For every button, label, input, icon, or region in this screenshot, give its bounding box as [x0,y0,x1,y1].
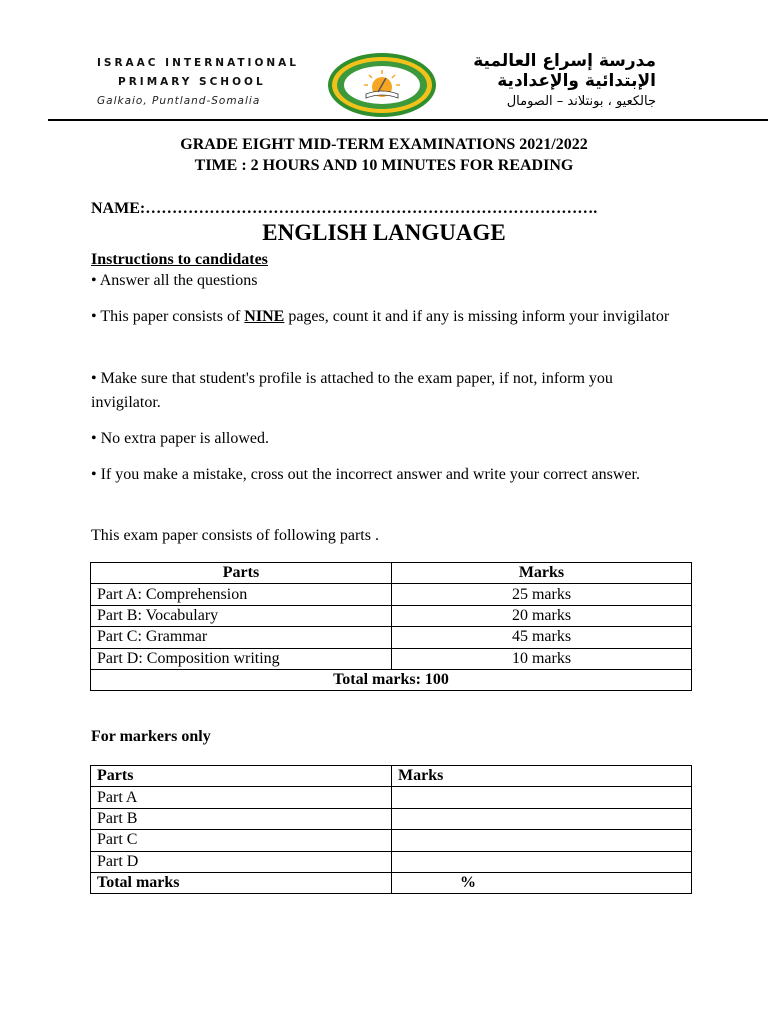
part-cell: Part D [91,851,392,872]
marks-cell: 20 marks [392,605,692,626]
column-header: Parts [91,563,392,584]
table-row [91,808,692,829]
table-row [91,627,692,648]
school-name-line1: ISRAAC INTERNATIONAL [97,57,299,69]
instruction-item: • This paper consists of NINE pages, count it and if any is missing inform your invigilator [91,308,670,325]
student-name-field: NAME:…………………………………………………………………………. [91,200,598,217]
total-percent: % [392,872,692,893]
marks-input-cell [392,787,692,808]
instruction-item: • Make sure that student's profile is attached to the exam paper, if not, inform you invigilator. [91,370,613,411]
exam-title: GRADE EIGHT MID-TERM EXAMINATIONS 2021/2022 [180,136,588,153]
total-row [91,669,692,690]
markers-table [90,765,692,894]
instruction-item: • If you make a mistake, cross out the incorrect answer and write your correct answer. [91,466,640,483]
parts-table [90,562,692,691]
marks-input-cell [392,830,692,851]
school-letterhead-ar [426,51,656,112]
table-header-row [91,766,692,787]
table-header-row [91,563,692,584]
school-name-line2: PRIMARY SCHOOL [118,76,266,88]
header-divider [48,119,768,121]
markers-heading: For markers only [91,728,211,745]
school-crest-logo [326,52,438,118]
table-row [91,830,692,851]
marks-cell: 10 marks [392,648,692,669]
total-marks: Total marks: 100 [91,669,692,690]
marks-cell: 45 marks [392,627,692,648]
arabic-school-name: مدرسة إسراع العالمية [473,51,656,71]
part-cell: Part A [91,787,392,808]
instruction-item: • No extra paper is allowed. [91,430,269,447]
school-location: Galkaio, Puntland-Somalia [97,95,261,107]
part-cell: Part B [91,808,392,829]
instruction-item: • Answer all the questions [91,272,258,289]
column-header: Marks [392,563,692,584]
arabic-school-type: الإبتدائية والإعدادية [497,71,656,91]
total-row [91,872,692,893]
total-label: Total marks [91,872,392,893]
subject-heading: ENGLISH LANGUAGE [262,220,506,245]
table-row [91,851,692,872]
parts-intro: This exam paper consists of following parts . [91,527,379,544]
part-cell: Part B: Vocabulary [91,605,392,626]
marks-cell: 25 marks [392,584,692,605]
column-header: Parts [91,766,392,787]
table-row [91,648,692,669]
part-cell: Part A: Comprehension [91,584,392,605]
table-row [91,787,692,808]
column-header: Marks [392,766,692,787]
arabic-location: جالكعيو ، بونتلاند – الصومال [506,94,656,109]
instructions-heading: Instructions to candidates [91,251,268,268]
page-count-emphasis: NINE [244,308,285,325]
marks-input-cell [392,851,692,872]
part-cell: Part C [91,830,392,851]
table-row [91,605,692,626]
table-row [91,584,692,605]
exam-time: TIME : 2 HOURS AND 10 MINUTES FOR READING [194,157,574,174]
part-cell: Part C: Grammar [91,627,392,648]
marks-input-cell [392,808,692,829]
part-cell: Part D: Composition writing [91,648,392,669]
